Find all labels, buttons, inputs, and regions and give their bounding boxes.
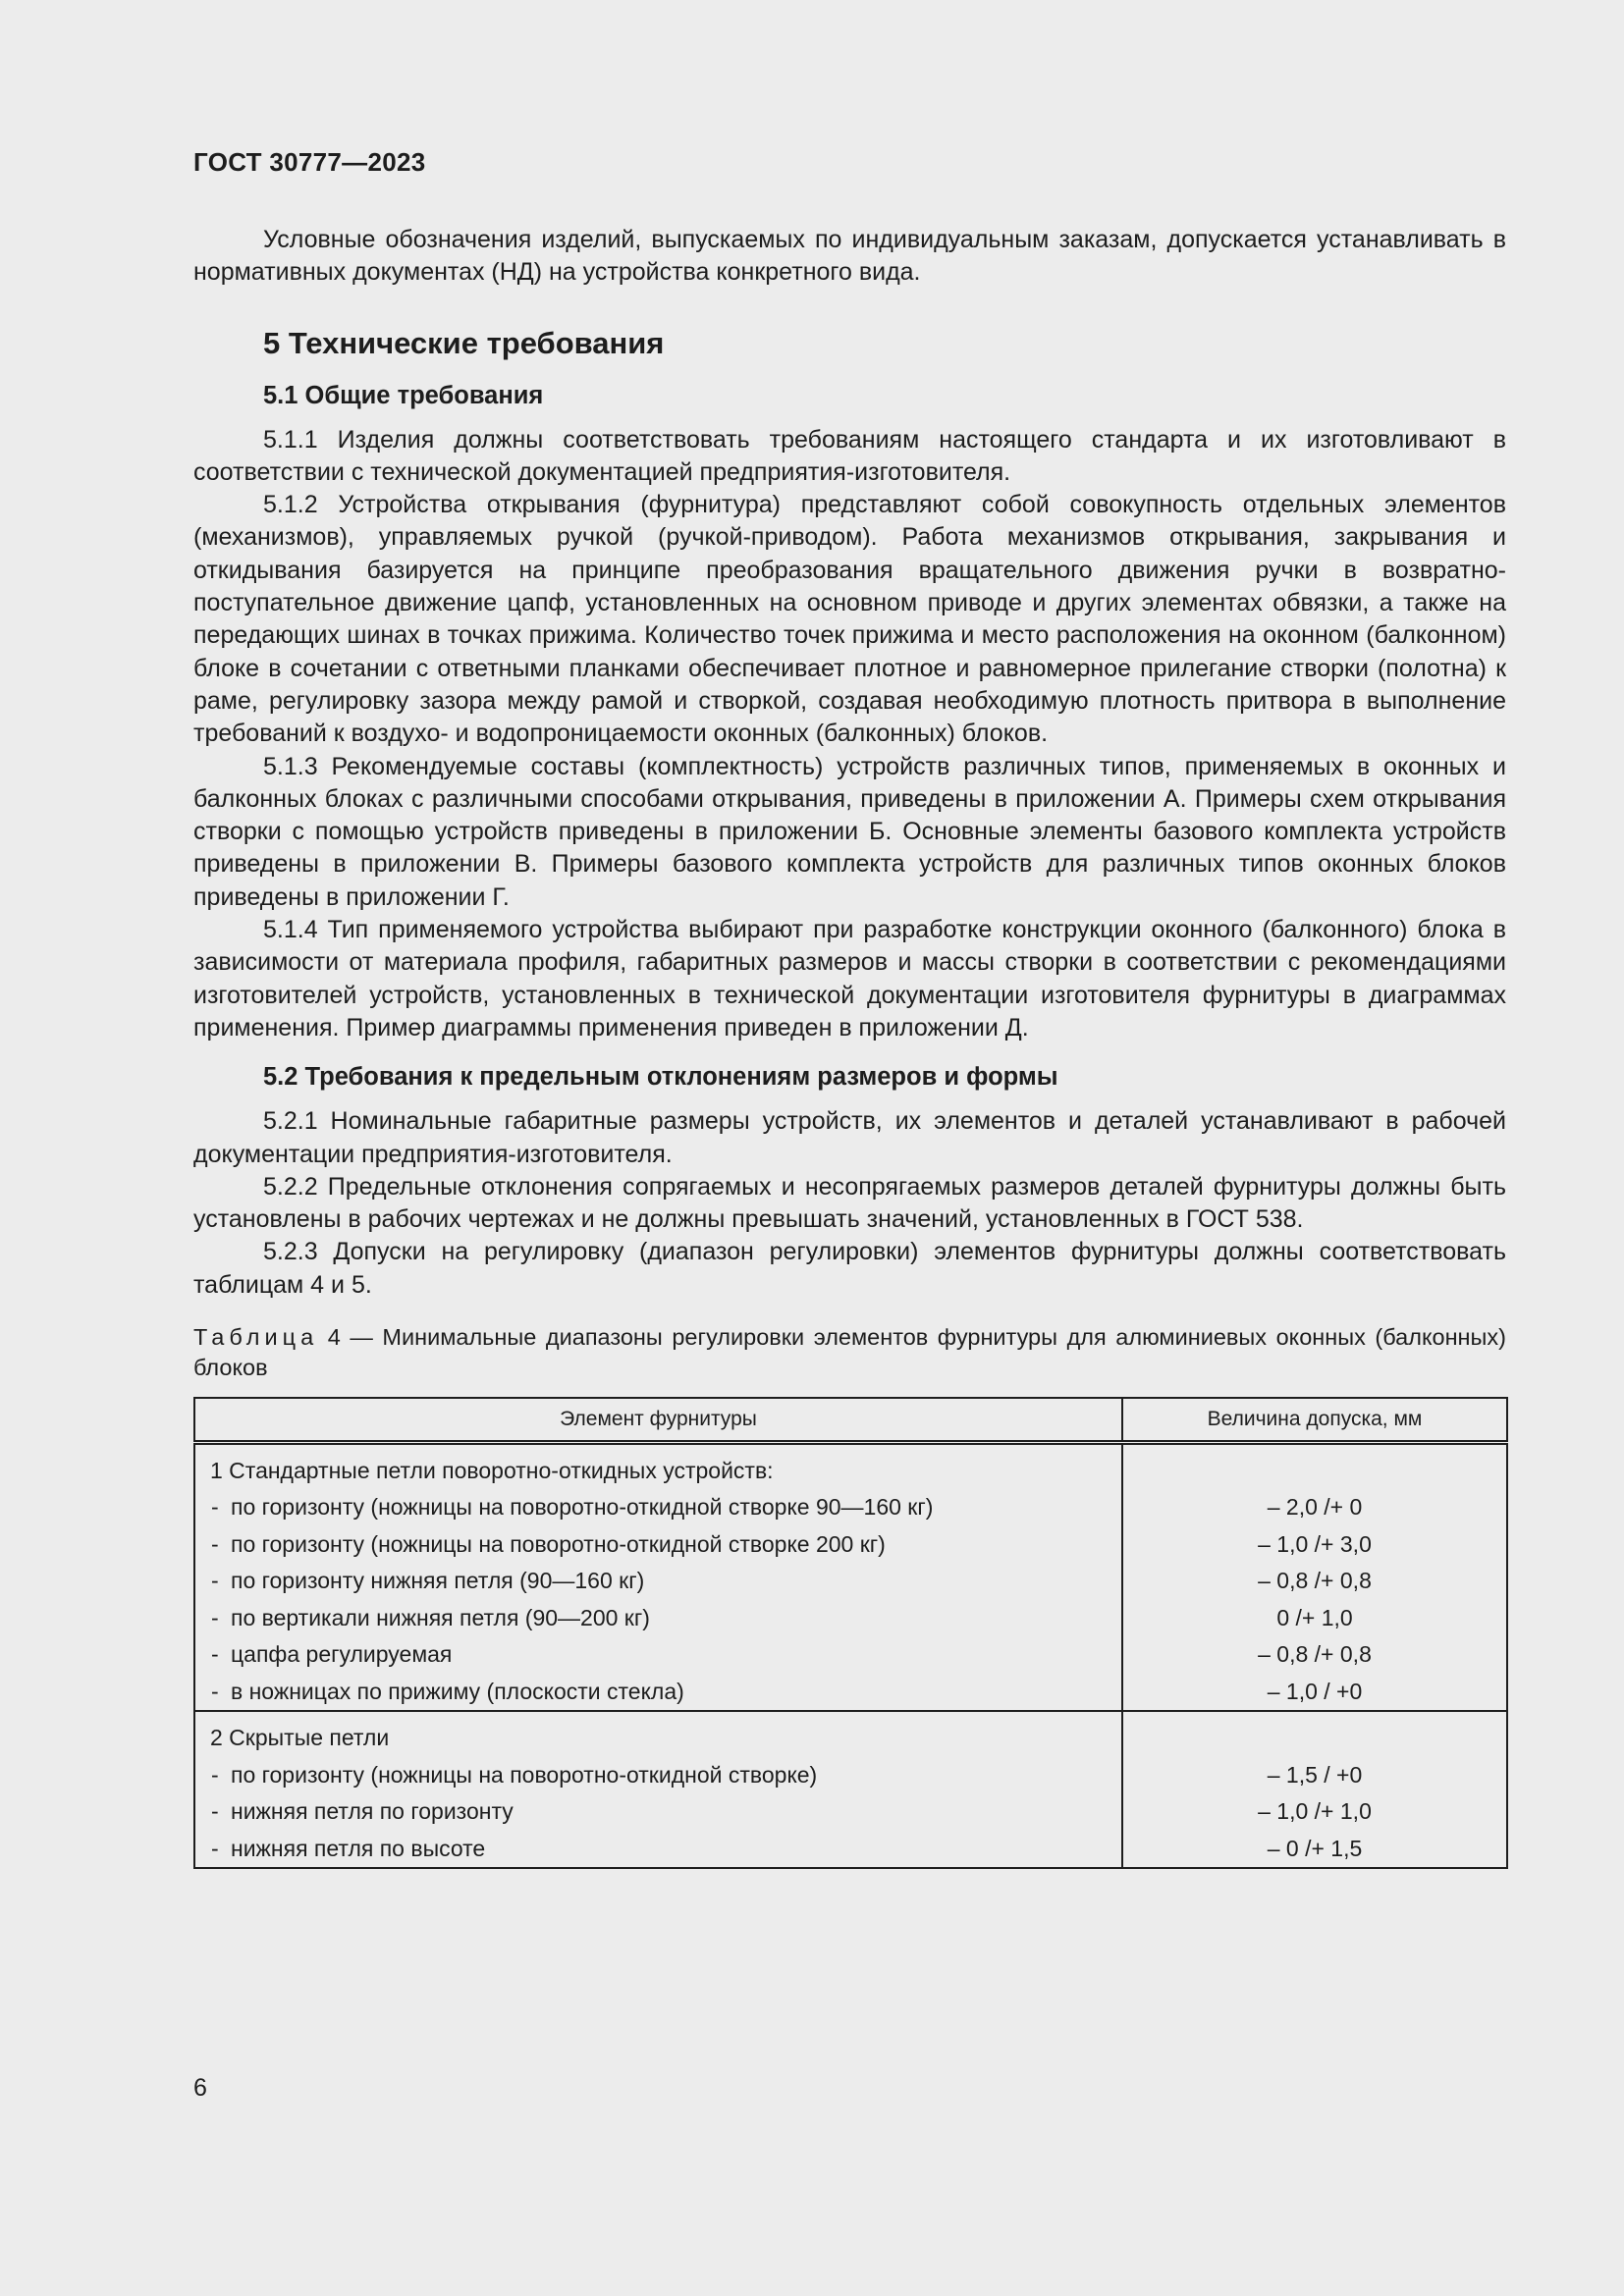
subsection-title-5-1: 5.1 Общие требования <box>263 381 544 409</box>
group-element-cell <box>194 1442 1122 1711</box>
group-title-value-spacer <box>1123 1720 1506 1757</box>
intro-paragraph: Условные обозначения изделий, выпускаемых по индивидуальным заказам, допускается устанавливать в нормативных документах (НД) на устройства конкретного вида. <box>193 226 1506 287</box>
item-name: по горизонту (ножницы на поворотно-откидной створке 90—160 кг) <box>231 1494 934 1521</box>
list-dash: - <box>211 1678 219 1704</box>
section-title: 5 Технические требования <box>263 325 665 360</box>
group-title: 1 Стандартные петли поворотно-откидных устройств: <box>210 1457 774 1483</box>
item-tolerance-value: 0 /+ 1,0 <box>1276 1604 1353 1630</box>
item-tolerance-value: – 0 /+ 1,5 <box>1267 1835 1363 1861</box>
item-tolerance-value: – 1,0 /+ 1,0 <box>1258 1798 1372 1825</box>
table-item <box>195 1600 1121 1637</box>
table-item <box>195 1636 1121 1674</box>
table-group-row <box>194 1711 1507 1868</box>
item-name: нижняя петля по высоте <box>231 1835 486 1861</box>
list-dash: - <box>211 1604 219 1630</box>
item-tolerance-value: – 0,8 /+ 0,8 <box>1258 1641 1372 1668</box>
list-dash: - <box>211 1835 219 1861</box>
item-name: по горизонту (ножницы на поворотно-откидной створке 200 кг) <box>231 1530 886 1557</box>
page-content <box>193 224 1506 1869</box>
paragraph-5-2-2: 5.2.2 Предельные отклонения сопрягаемых и несопрягаемых размеров деталей фурнитуры должны быть установлены в рабочих чертежах и не должны превышать значений, установленных в ГОСТ 538. <box>193 1172 1506 1234</box>
table-item <box>195 1831 1121 1868</box>
list-dash: - <box>211 1798 219 1825</box>
column-header-element: Элемент фурнитуры <box>194 1398 1122 1442</box>
table-item <box>195 1793 1121 1831</box>
item-name: по горизонту нижняя петля (90—160 кг) <box>231 1568 645 1594</box>
tolerance-table <box>193 1397 1508 1869</box>
table-item <box>195 1757 1121 1794</box>
subsection-title-5-2: 5.2 Требования к предельным отклонениям размеров и формы <box>263 1063 1058 1092</box>
item-name: по вертикали нижняя петля (90—200 кг) <box>231 1604 650 1630</box>
group-tolerance-cell <box>1122 1442 1507 1711</box>
group-title-value-spacer <box>1123 1453 1506 1490</box>
item-tolerance-value: – 1,0 / +0 <box>1267 1678 1363 1704</box>
paragraph-5-2-1: 5.2.1 Номинальные габаритные размеры устройств, их элементов и деталей устанавливают в рабочей документации предприятия-изготовителя. <box>193 1107 1506 1168</box>
list-dash: - <box>211 1761 219 1788</box>
item-name: по горизонту (ножницы на поворотно-откидной створке) <box>231 1761 818 1788</box>
table-caption <box>193 1322 1506 1383</box>
item-tolerance-value: – 0,8 /+ 0,8 <box>1258 1568 1372 1594</box>
item-tolerance-value: – 2,0 /+ 0 <box>1267 1494 1363 1521</box>
table-item <box>195 1526 1121 1564</box>
item-name: нижняя петля по горизонту <box>231 1798 514 1825</box>
item-name: в ножницах по прижиму (плоскости стекла) <box>231 1678 684 1704</box>
paragraph-5-2-3: 5.2.3 Допуски на регулировку (диапазон регулировки) элементов фурнитуры должны соответствовать таблицам 4 и 5. <box>193 1238 1506 1299</box>
table-caption-word: Таблица <box>193 1324 319 1351</box>
table-header-row <box>194 1398 1507 1442</box>
list-dash: - <box>211 1641 219 1668</box>
table-caption-text: 4 — Минимальные диапазоны регулировки элементов фурнитуры для алюминиевых оконных (балконных) блоков <box>193 1324 1506 1381</box>
group-element-cell <box>194 1711 1122 1868</box>
item-name: цапфа регулируемая <box>231 1641 453 1668</box>
table-item <box>195 1674 1121 1711</box>
group-title: 2 Скрытые петли <box>210 1725 390 1751</box>
page-number: 6 <box>193 2074 207 2102</box>
table-item <box>195 1489 1121 1526</box>
table-item <box>195 1563 1121 1600</box>
paragraph-5-1-1: 5.1.1 Изделия должны соответствовать требованиям настоящего стандарта и их изготовливают в соответствии с технической документацией предприятия-изготовителя. <box>193 425 1506 486</box>
paragraph-5-1-3: 5.1.3 Рекомендуемые составы (комплектность) устройств различных типов, применяемых в оконных и балконных блоках с различными способами открывания, приведены в приложении А. Примеры схем открывания створки с помощью устройств приведены в приложении Б. Основные элементы базового комплекта устройств приведены в приложении В. Примеры базового комплекта устройств для различных типов оконных блоков приведены в приложении Г. <box>193 752 1506 911</box>
table-group-row <box>194 1442 1507 1711</box>
paragraph-5-1-4: 5.1.4 Тип применяемого устройства выбирают при разработке конструкции оконного (балконного) блока в зависимости от материала профиля, габаритных размеров и массы створки в соответствии с рекомендациями изготовителей устройств, установленных в технической документации изготовителя фурнитуры в диаграммах применения. Пример диаграммы применения приведен в приложении Д. <box>193 916 1506 1041</box>
item-tolerance-value: – 1,5 / +0 <box>1267 1761 1363 1788</box>
list-dash: - <box>211 1494 219 1521</box>
list-dash: - <box>211 1530 219 1557</box>
column-header-tolerance: Величина допуска, мм <box>1122 1398 1507 1442</box>
item-tolerance-value: – 1,0 /+ 3,0 <box>1258 1530 1372 1557</box>
document-code-header: ГОСТ 30777—2023 <box>193 147 426 177</box>
paragraph-5-1-2: 5.1.2 Устройства открывания (фурнитура) представляют собой совокупность отдельных элементов (механизмов), управляемых ручкой (ручкой-приводом). Работа механизмов открывания, закрывания и откидывания базируется на принципе преобразования вращательного движения ручки в возвратно-поступательное движение цапф, установленных на основном приводе и других элементах обвязки, а также на передающих шинах в точках прижима. Количество точек прижима и место расположения на оконном (балконном) блоке в сочетании с ответными планками обеспечивает плотное и равномерное прилегание створки (полотна) к раме, регулировку зазора между рамой и створкой, создавая необходимую плотность притвора в выполнение требований к воздухо- и водопроницаемости оконных (балконных) блоков. <box>193 491 1506 748</box>
list-dash: - <box>211 1568 219 1594</box>
table-body <box>194 1442 1507 1868</box>
group-tolerance-cell <box>1122 1711 1507 1868</box>
